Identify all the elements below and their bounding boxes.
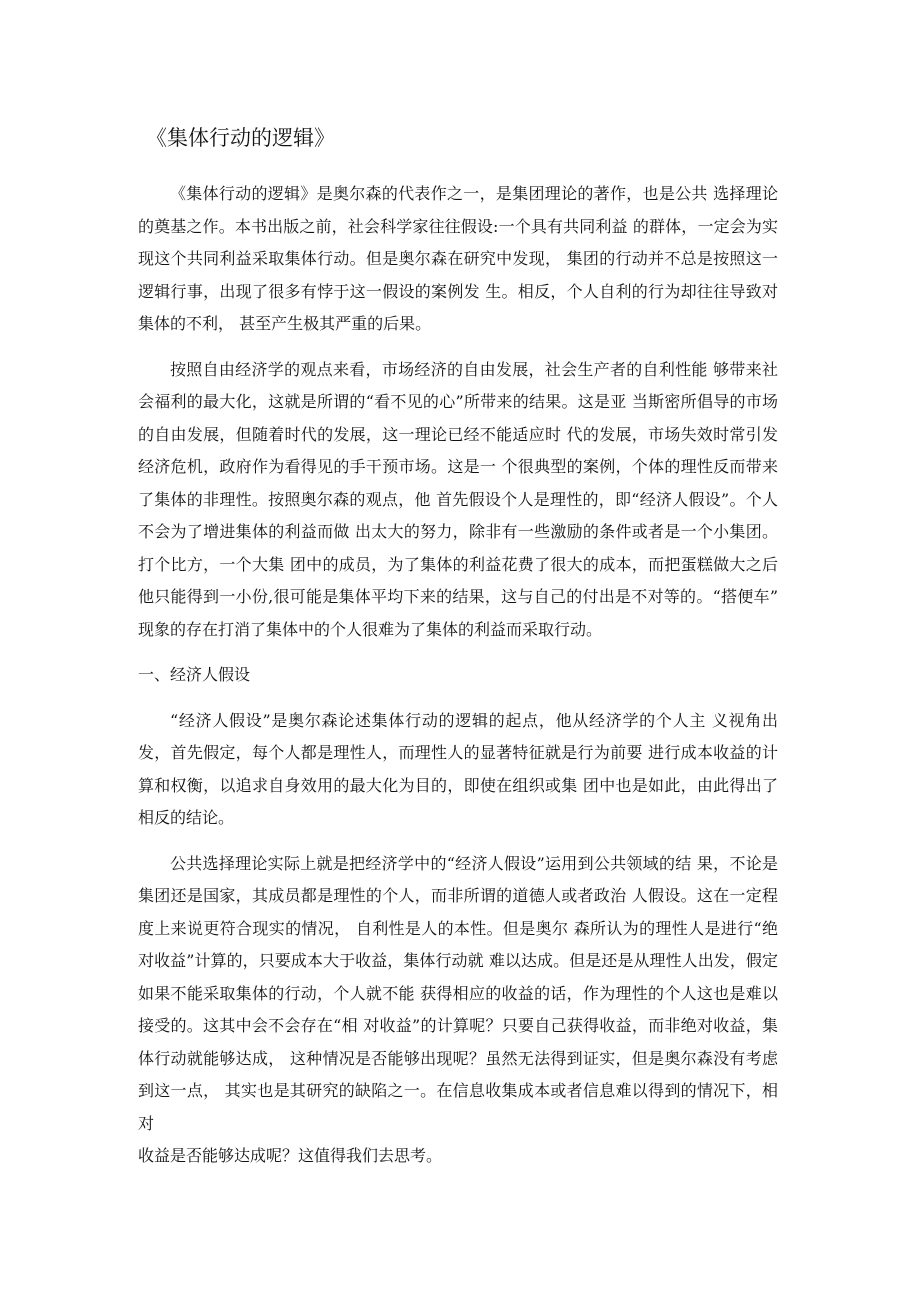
body-paragraph: 《集体行动的逻辑》是奥尔森的代表作之一，是集团理论的著作，也是公共 选择理论的奠基之作。本书出版之前，社会科学家往往假设:一个具有共同利益 的群体，一定会为实现这个共同利益采取集体行动。但是奥尔森在研究中发现， 集团的行动并不总是按照这一逻辑行事，出现了很多有悖于这一假设的案例发 生。相反，个人自利的行为却往往导致对集体的不利， 甚至产生极其严重的后果。 <box>138 184 778 333</box>
section-heading: 一、经济人假设 <box>138 665 251 684</box>
body-paragraph: 按照自由经济学的观点来看，市场经济的自由发展，社会生产者的自利性能 够带来社会福利的最大化，这就是所谓的“看不见的心”所带来的结果。这是亚 当斯密所倡导的市场的自由发展，但随着时代的发展，这一理论已经不能适应时 代的发展，市场失效时常引发经济危机，政府作为看得见的手干预市场。这是一 个很典型的案例，个体的理性反而带来了集体的非理性。按照奥尔森的观点，他 首先假设个人是理性的，即“经济人假设”。个人不会为了增进集体的利益而做 出太大的努力，除非有一些激励的条件或者是一个小集团。 打个比方，一个大集 团中的成员，为了集体的利益花费了很大的成本，而把蛋糕做大之后他只能得到一小份,很可能是集体平均下来的结果，这与自己的付出是不对等的。“搭便车” 现象的存在打消了集体中的个人很难为了集体的利益而采取行动。 <box>138 359 778 639</box>
section-paragraph: 公共选择理论实际上就是把经济学中的“经济人假设”运用到公共领域的结 果，不论是集团还是国家，其成员都是理性的个人，而非所谓的道德人或者政治 人假设。这在一定程度上来说更符合现实的情况， 自利性是人的本性。但是奥尔 森所认为的理性人是进行“绝对收益”计算的，只要成本大于收益，集体行动就 难以达成。但是还是从理性人出发，假定如果不能采取集体的行动，个人就不能 获得相应的收益的话，作为理性的个人这也是难以接受的。这其中会不会存在“相 对收益”的计算呢？只要自己获得收益，而非绝对收益，集体行动就能够达成， 这种情况是否能够出现呢？虽然无法得到证实，但是奥尔森没有考虑到这一点， 其实也是其研究的缺陷之一。在信息收集成本或者信息难以得到的情况下，相对 <box>138 853 778 1133</box>
section-paragraph: “经济人假设”是奥尔森论述集体行动的逻辑的起点，他从经济学的个人主 义视角出发，首先假定，每个人都是理性人，而理性人的显著特征就是行为前要 进行成本收益的计算和权衡，以追求自身效用的最大化为目的，即使在组织或集 团中也是如此，由此得出了相反的结论。 <box>138 710 778 827</box>
document-title: 《集体行动的逻辑》 <box>146 126 335 150</box>
closing-line: 收益是否能够达成呢？这值得我们去思考。 <box>138 1146 443 1165</box>
document-body <box>138 178 778 1173</box>
